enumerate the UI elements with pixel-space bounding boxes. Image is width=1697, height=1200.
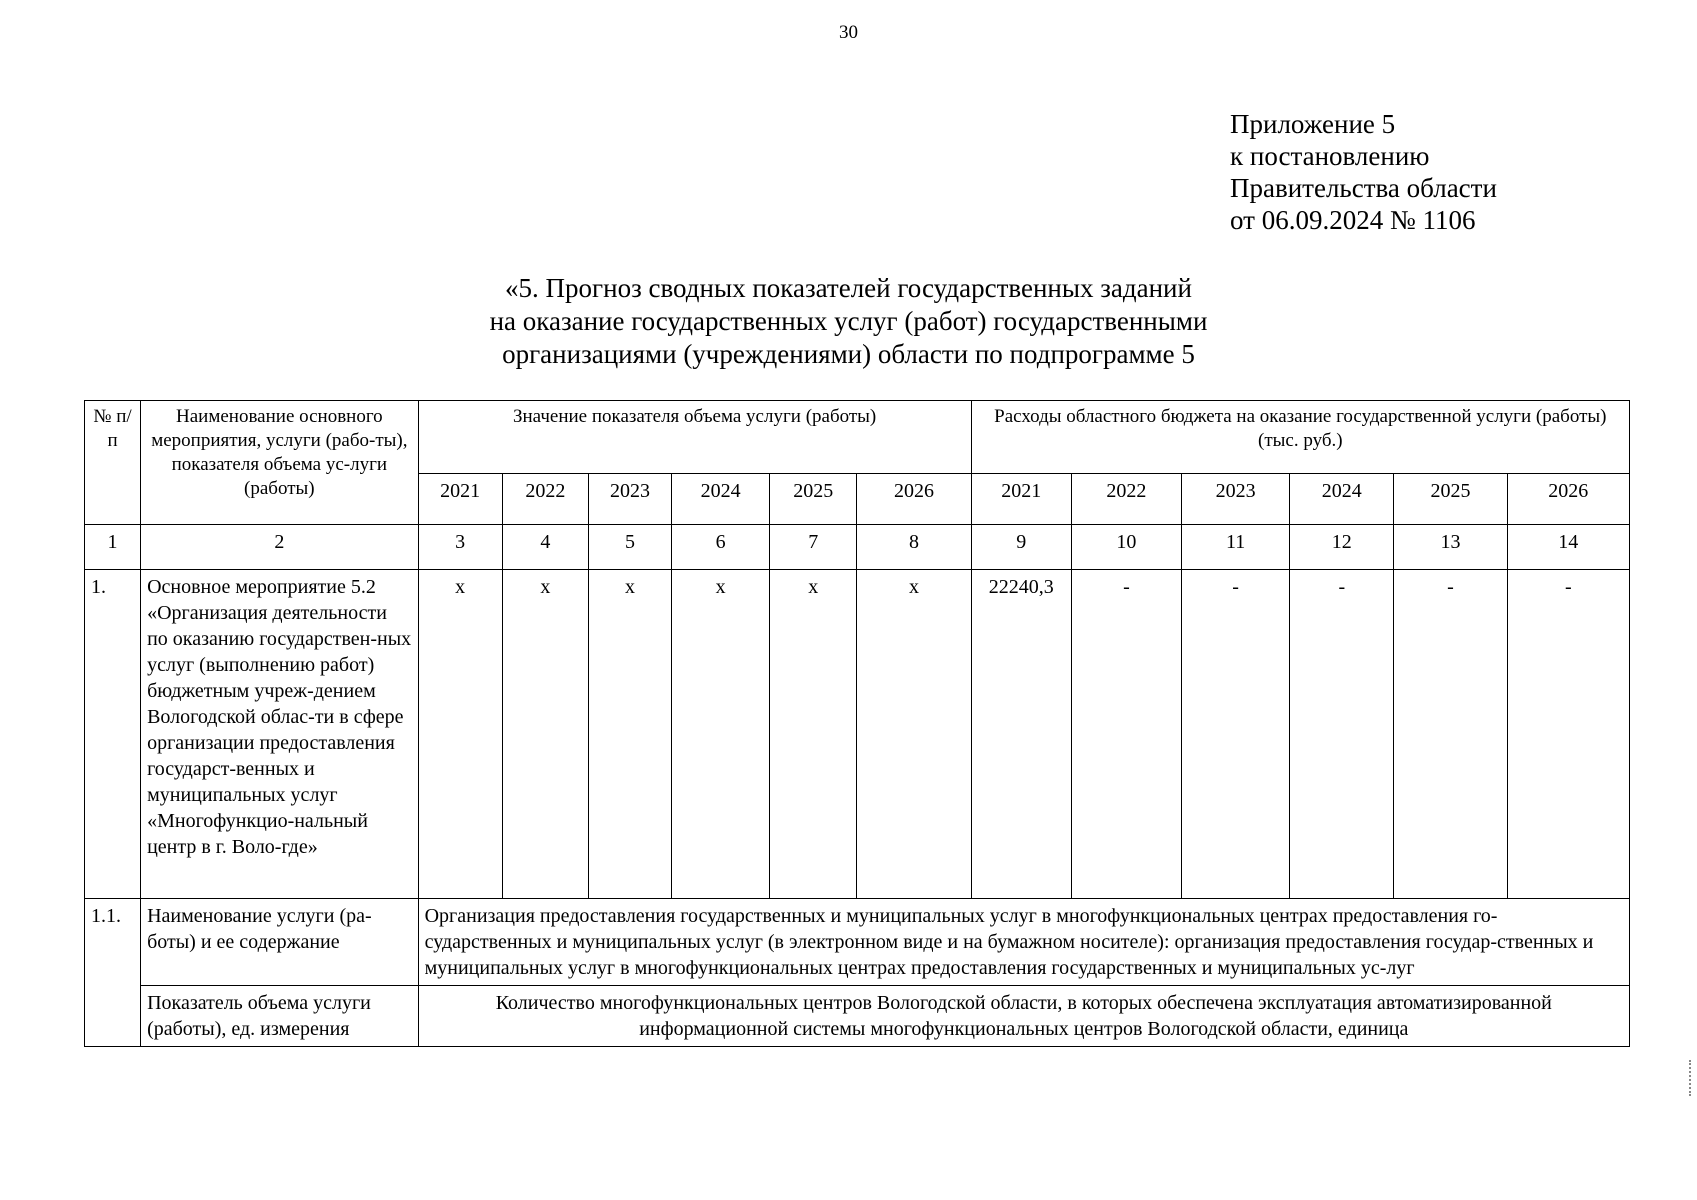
expense-year: 2021 <box>971 474 1071 525</box>
scan-artifact <box>1689 1060 1697 1096</box>
expense-year: 2023 <box>1182 474 1290 525</box>
document-title <box>0 272 1697 371</box>
appendix-block <box>1230 108 1497 236</box>
volume-year: 2025 <box>770 474 857 525</box>
table-row <box>85 899 1630 986</box>
header-expense-group: Расходы областного бюджета на оказание государственной услуги (работы) (тыс. руб.) <box>971 401 1629 474</box>
title-line: «5. Прогноз сводных показателей государственных заданий <box>505 273 1192 303</box>
column-number: 14 <box>1507 525 1629 570</box>
volume-value: x <box>857 570 971 899</box>
column-number: 10 <box>1071 525 1181 570</box>
volume-year: 2022 <box>502 474 588 525</box>
column-number: 3 <box>418 525 502 570</box>
volume-year: 2023 <box>588 474 671 525</box>
volume-year: 2024 <box>672 474 770 525</box>
header-num: № п/п <box>85 401 141 525</box>
column-number: 4 <box>502 525 588 570</box>
column-number: 1 <box>85 525 141 570</box>
expense-year: 2025 <box>1394 474 1507 525</box>
row-name: Основное мероприятие 5.2 «Организация деятельности по оказанию государствен-ных услуг (выполнению работ) бюджетным учреж-дением Вологодской облас-ти в сфере организации предоставления государст-венных и муниципальных услуг «Многофункцио-нальный центр в г. Воло-где» <box>141 570 419 899</box>
row-num: 1. <box>85 570 141 899</box>
expense-value: - <box>1507 570 1629 899</box>
row-num: 1.1. <box>85 899 141 1047</box>
expense-value: - <box>1071 570 1181 899</box>
header-row <box>85 401 1630 474</box>
volume-value: x <box>502 570 588 899</box>
appendix-line: Приложение 5 <box>1230 109 1396 139</box>
column-number: 5 <box>588 525 671 570</box>
expense-year: 2022 <box>1071 474 1181 525</box>
title-line: организациями (учреждениями) области по подпрограмме 5 <box>502 339 1195 369</box>
column-number: 13 <box>1394 525 1507 570</box>
volume-value: x <box>770 570 857 899</box>
volume-value: x <box>672 570 770 899</box>
row-label: Показатель объема услуги (работы), ед. измерения <box>141 986 419 1047</box>
column-number: 6 <box>672 525 770 570</box>
volume-value: x <box>418 570 502 899</box>
page-number: 30 <box>839 22 858 43</box>
title-line: на оказание государственных услуг (работ) государственными <box>489 306 1208 336</box>
expense-year: 2024 <box>1290 474 1394 525</box>
service-description: Организация предоставления государственных и муниципальных услуг в многофункциональных центрах предоставления го-сударственных и муниципальных услуг (в электронном виде и на бумажном носителе): организация предоставления государ-ственных и муниципальных услуг в многофункциональных центрах предоставления государственных и муниципальных ус-луг <box>418 899 1629 986</box>
expense-value: 22240,3 <box>971 570 1071 899</box>
column-number: 12 <box>1290 525 1394 570</box>
appendix-line: Правительства области <box>1230 173 1497 203</box>
expense-value: - <box>1394 570 1507 899</box>
table-row <box>85 986 1630 1047</box>
forecast-table <box>84 400 1630 1047</box>
table-row <box>85 570 1630 899</box>
column-number: 8 <box>857 525 971 570</box>
indicator-description: Количество многофункциональных центров Вологодской области, в которых обеспечена эксплуатация автоматизированной информационной системы многофункциональных центров Вологодской области, единица <box>418 986 1629 1047</box>
header-volume-group: Значение показателя объема услуги (работы) <box>418 401 971 474</box>
appendix-line: от 06.09.2024 № 1106 <box>1230 205 1476 235</box>
expense-year: 2026 <box>1507 474 1629 525</box>
column-number-row <box>85 525 1630 570</box>
volume-value: x <box>588 570 671 899</box>
expense-value: - <box>1182 570 1290 899</box>
column-number: 9 <box>971 525 1071 570</box>
header-name: Наименование основного мероприятия, услуги (рабо-ты), показателя объема ус-луги (работы) <box>141 401 419 525</box>
column-number: 11 <box>1182 525 1290 570</box>
volume-year: 2026 <box>857 474 971 525</box>
row-label: Наименование услуги (ра-боты) и ее содержание <box>141 899 419 986</box>
column-number: 2 <box>141 525 419 570</box>
column-number: 7 <box>770 525 857 570</box>
volume-year: 2021 <box>418 474 502 525</box>
appendix-line: к постановлению <box>1230 141 1430 171</box>
expense-value: - <box>1290 570 1394 899</box>
